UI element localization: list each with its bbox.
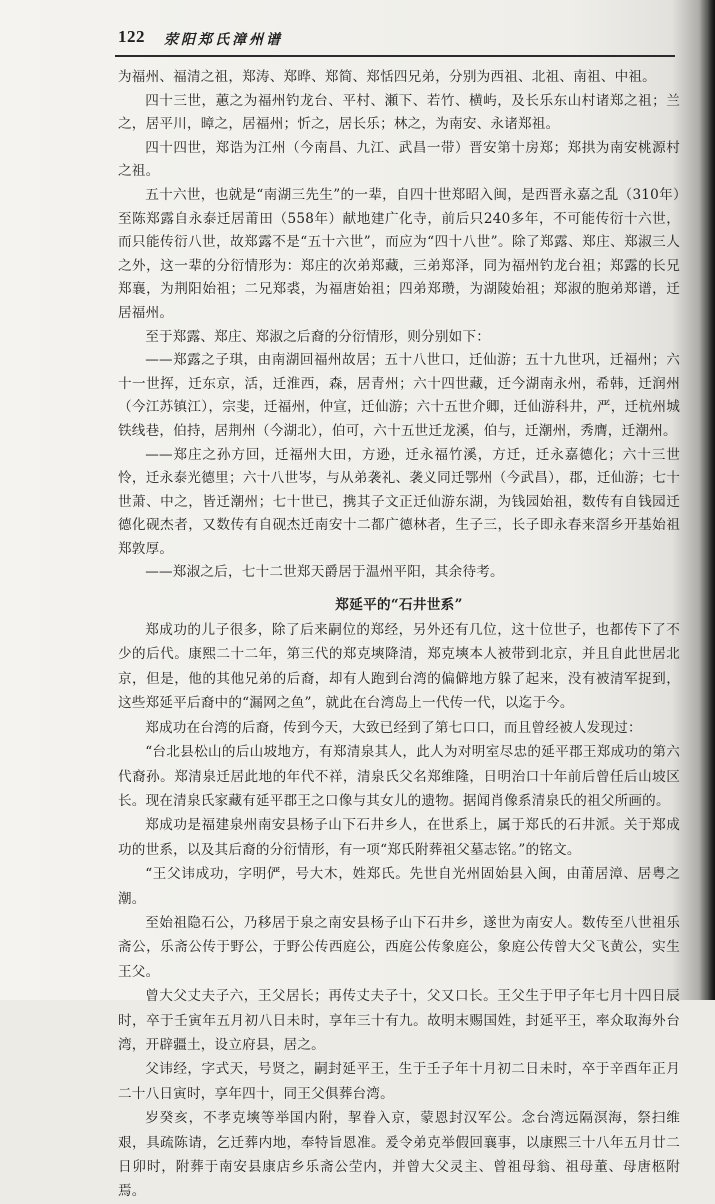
book-title: 荥阳郑氏漳州谱: [164, 32, 283, 48]
lineage-paragraph: ——郑露之子琪，由南湖回福州故居；五十八世口，迁仙游；五十九世巩，迁福州；六十一世挥，迁东京，活，迁淮西，森，居青州；六十四世藏，迁今湖南永州，希韩，迁润州（今江苏镇江），宗斐，迁福州，仲宣，迁仙游；六十五世介卿，迁仙游科井，严，迁杭州城铁线巷，伯持，居荆州（今湖北），伯可，六十五世迁龙溪，伯与，迁潮州，秀膺，迁潮州。: [118, 352, 680, 439]
paragraph: 郑成功的儿子很多，除了后来嗣位的郑经，另外还有几位，这十位世子，也都传下了不少的后代。康熙二十二年，第三代的郑克塽降清，郑克塽本人被带到北京，并且自此世居北京，但是，他的其他兄弟的后裔，却有人跑到台湾的偏僻地方躲了起来，没有被清军捉到，这些郑延平后裔中的“漏网之鱼”，就此在台湾岛上一代传一代，以迄于今。: [118, 622, 680, 712]
paragraph: 四十四世，郑诰为江州（今南昌、九江、武昌一带）晋安第十房郑；郑拱为南安桃源村之祖。: [118, 139, 680, 180]
epitaph-paragraph: 岁癸亥，不孝克塽等举国内附，挈眷入京，蒙恩封汉军公。念台湾远隔溟海，祭扫维艰，具疏陈请，乞迁葬内地，奉特旨恩准。爰令弟克举假回襄事，以康熙三十八年五月廿二日卯时，附葬于南安县康店乡乐斋公茔内，并曾大父灵主、曾祖母翁、祖母董、母唐柩附焉。: [118, 1110, 680, 1200]
page-number: 122: [118, 27, 145, 46]
epitaph-paragraph: 曾大父丈夫子六，王父居长；再传丈夫子十，父又口长。王父生于甲子年七月十四日辰时，卒于壬寅年五月初八日未时，享年三十有九。故明末赐国姓，封延平王，率众取海外台湾，开辟疆土，设立府县，居之。: [118, 988, 680, 1053]
page-header: [118, 27, 658, 53]
paragraph: 四十三世，蕙之为福州钓龙台、平村、瀬下、若竹、横屿，及长乐东山村诸郑之祖；兰之，居平川，暲之，居福州；忻之，居长乐；林之，为南安、永诸郑祖。: [118, 92, 680, 133]
epitaph-paragraph: 至始祖隐石公，乃移居于泉之南安县杨子山下石井乡，遂世为南安人。数传至八世祖乐斋公，乐斋公传于野公，于野公传西庭公，西庭公传象庭公，象庭公传曾大父飞黄公，实生王父。: [118, 914, 680, 980]
quoted-paragraph: “台北县松山的后山坡地方，有郑清泉其人，此人为对明室尽忠的延平郡王郑成功的第六代裔孙。郑清泉迁居此地的年代不祥，清泉氏父名郑维隆，日明治口十年前后曾任后山坡区长。现在清泉氏家藏有延平郡王之口像与其女儿的遗物。据闻肖像系清泉氏的祖父所画的。: [118, 744, 680, 809]
header-rule: [115, 55, 675, 57]
paragraph: 郑成功在台湾的后裔，传到今天，大致已经到了第七口口，而且曾经被人发现过：: [145, 719, 642, 736]
paragraph: 为福州、福清之祖，郑涛、郑晔、郑简、郑恬四兄弟，分别为西祖、北祖、南祖、中祖。: [118, 69, 656, 85]
paragraph: 至于郑露、郑庄、郑淑之后裔的分衍情形，则分别如下：: [145, 328, 491, 345]
epitaph-paragraph: “王父讳成功，字明俨，号大木，姓郑氏。先世自光州固始县入闽，由莆居漳、居粤之潮。: [118, 866, 680, 907]
lineage-paragraph: ——郑庄之孙方回，迁福州大田，方逊，迁永福竹溪，方迁，迁永嘉德化；六十三世怜，迁永泰光德里；六十八世岑，与从弟袭礼、袭义同迁鄂州（今武昌），郡，迁仙游；七十世萧、中之，皆迁潮州；七十世已，携其子文正迁仙游东湖，为钱园始祖，数传有自钱园迁德化砚杰者，又数传有自砚杰迁南安十二都广德林者，生子三，长子即永春来滘乡开基始祖郑敦厚。: [118, 446, 680, 557]
lineage-paragraph: ——郑淑之后，七十二世郑天爵居于温州平阳，其余待考。: [145, 564, 504, 581]
scan-shadow-edge: [699, 0, 715, 1000]
epitaph-paragraph: 父讳经，字式天，号贤之，嗣封延平王，生于壬子年十月初二日未时，卒于辛酉年正月二十八日寅时，享年四十，同王父俱葬台湾。: [118, 1061, 680, 1102]
body-text: [118, 66, 680, 1204]
section-heading: 郑延平的“石井世系”: [335, 597, 463, 614]
paragraph: 五十六世，也就是“南湖三先生”的一辈，自四十世郑昭入闽，是西晋永嘉之乱（310年）至陈郑露自永泰迁居莆田（558年）献地建广化寺，前后只240多年，不可能传衍十六世，而只能传衍八世，故郑露不是“五十六世”，而应为“四十八世”。除了郑露、郑庄、郑淑三人之外，这一辈的分衍情形为：郑庄的次弟郑藏，三弟郑泽，同为福州钓龙台祖；郑露的长兄郑襄，为荆阳始祖；二兄郑裘，为福唐始祖；四弟郑瓒，为湖陵始祖；郑淑的胞弟郑谱，迁居福州。: [118, 186, 680, 321]
paragraph: 郑成功是福建泉州南安县杨子山下石井乡人，在世系上，属于郑氏的石井派。关于郑成功的世系，以及其后裔的分衍情形，有一项“郑氏附葬祖父墓志铭。”的铭文。: [118, 817, 680, 858]
